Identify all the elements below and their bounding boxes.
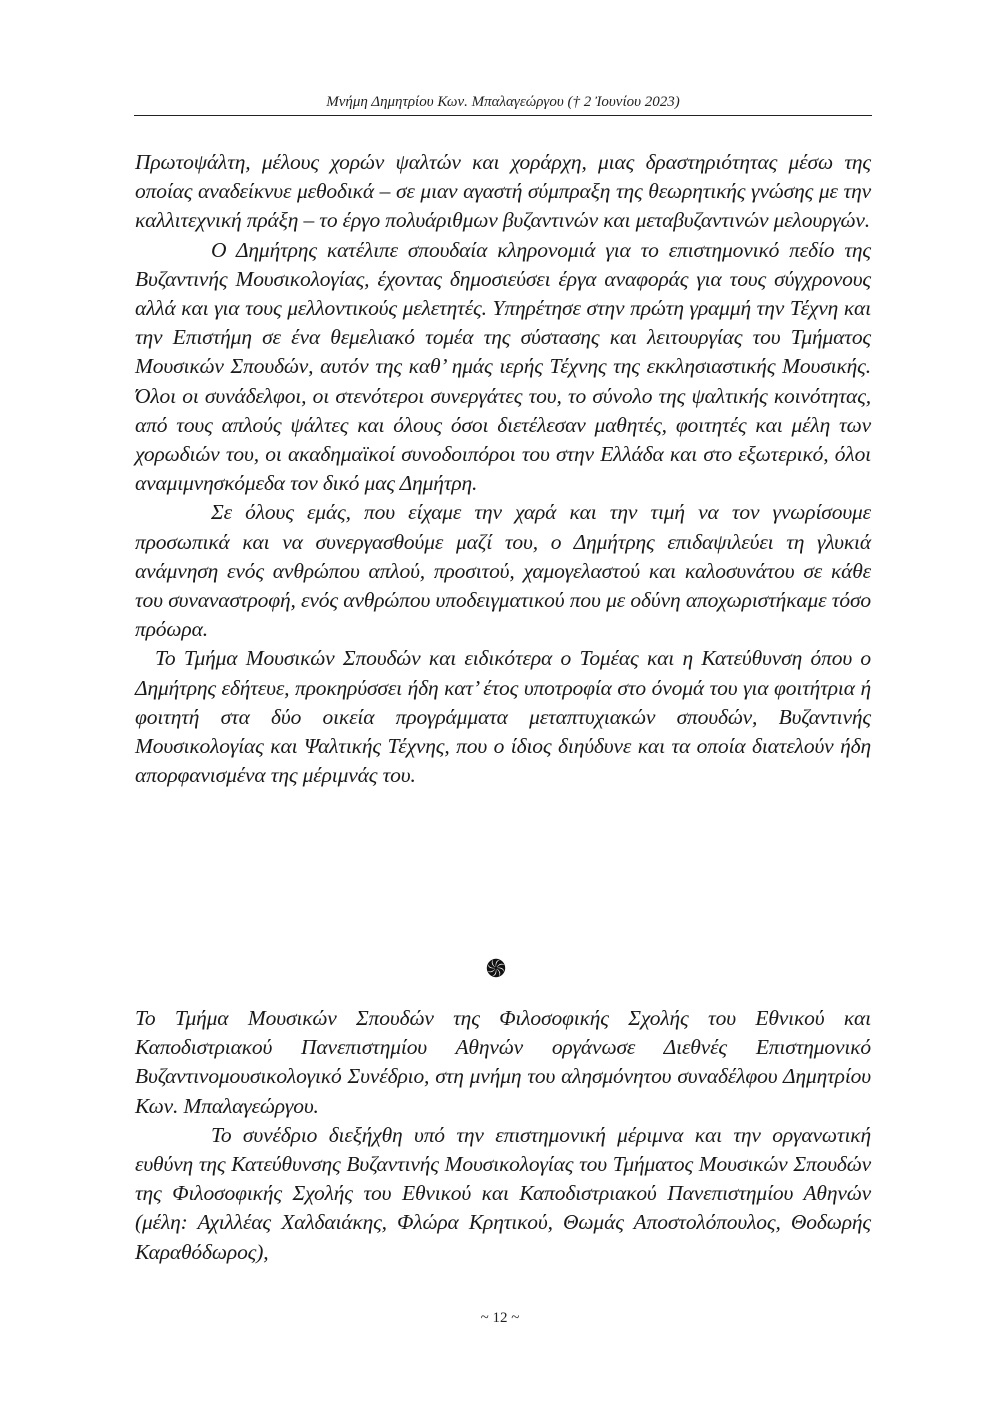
memorial-text-section bbox=[135, 148, 871, 790]
pinwheel-ornament-icon bbox=[486, 958, 506, 978]
page-number: ~ 12 ~ bbox=[480, 1310, 520, 1326]
paragraph-legacy: Ο Δημήτρης κατέλιπε σπουδαία κληρονομιά για το επιστημονικό πεδίο της Βυζαντινής Μουσικολογίας, έχοντας δημοσιεύσει έργα αναφοράς για τους σύγχρονους αλλά και για τους μελλοντικούς μελετητές. Υπηρέτησε στην πρώτη γραμμή την Τέχνη και την Επιστήμη σε ένα θεμελιακό τομέα της σύστασης και λειτουργίας του Τμήματος Μουσικών Σπουδών, αυτόν της καθ’ ημάς ιερής Τέχνης της εκκλησιαστικής Μουσικής. Όλοι οι συνάδελφοι, οι στενότεροι συνεργάτες του, το σύνολο της ψαλτικής κοινότητας, από τους απλούς ψάλτες και όλους όσοι διετέλεσαν μαθητές, φοιτητές και μέλη των χορωδιών του, οι ακαδημαϊκοί συνοδοιπόροι του στην Ελλάδα και στο εξωτερικό, όλοι αναμιμνησκόμεδα τον δικό μας Δημήτρη. bbox=[135, 237, 871, 496]
running-header: Μνήμη Δημητρίου Κων. Μπαλαγεώργου († 2 Ἰουνίου 2023) bbox=[326, 94, 680, 110]
conference-text-section bbox=[135, 1004, 871, 1267]
header-rule bbox=[134, 115, 872, 116]
paragraph-continuation: Πρωτοψάλτη, μέλους χορών ψαλτών και χοράρχη, μιας δραστηριότητας μέσω της οποίας αναδείκνυε μεθοδικά – σε μιαν αγαστή σύμπραξη της θεωρητικής γνώσης με την καλλιτεχνική πράξη – το έργο πολυάριθμων βυζαντινών και μεταβυζαντινών μελουργών. bbox=[135, 150, 871, 233]
paragraph-conference-intro: Το Τμήμα Μουσικών Σπουδών της Φιλοσοφικής Σχολής του Εθνικού και Καποδιστριακού Πανεπιστημίου Αθηνών οργάνωσε Διεθνές Επιστημονικό Βυζαντινομουσικολογικό Συνέδριο, στη μνήμη του αλησμόνητου συναδέλφου Δημητρίου Κων. Μπαλαγεώργου. bbox=[135, 1006, 871, 1118]
pinwheel-ornament-graphic bbox=[486, 958, 506, 978]
paragraph-remembrance: Σε όλους εμάς, που είχαμε την χαρά και την τιμή να τον γνωρίσουμε προσωπικά και να συνεργασθούμε μαζί του, ο Δημήτρης επιδαψιλεύει τη γλυκιά ανάμνηση ενός ανθρώπου απλού, προσιτού, χαμογελαστού και καλοσυνάτου σε κάθε του συναναστροφή, ενός ανθρώπου υποδειγματικού που με οδύνη αποχωριστήκαμε τόσο πρόωρα. bbox=[135, 500, 871, 642]
paragraph-conference-organization: Το συνέδριο διεξήχθη υπό την επιστημονική μέριμνα και την οργανωτική ευθύνη της Κατεύθυνσης Βυζαντινής Μουσικολογίας του Τμήματος Μουσικών Σπουδών της Φιλοσοφικής Σχολής του Εθνικού και Καποδιστριακού Πανεπιστημίου Αθηνών (μέλη: Αχιλλέας Χαλδαιάκης, Φλώρα Κρητικού, Θωμάς Αποστολόπουλος, Θοδωρής Καραθόδωρος), bbox=[135, 1122, 871, 1264]
paragraph-scholarship: Το Τμήμα Μουσικών Σπουδών και ειδικότερα ο Τομέας και η Κατεύθυνση όπου ο Δημήτρης εδήτευε, προκηρύσσει ήδη κατ’ έτος υποτροφία στο όνομά του για φοιτήτρια ή φοιτητή στα δύο οικεία προγράμματα μεταπτυχιακών σπουδών, Βυζαντινής Μουσικολογίας και Ψαλτικής Τέχνης, που ο ίδιος διηύδυνε και τα οποία διατελούν ήδη απορφανισμένα της μέριμνάς του. bbox=[135, 646, 871, 788]
